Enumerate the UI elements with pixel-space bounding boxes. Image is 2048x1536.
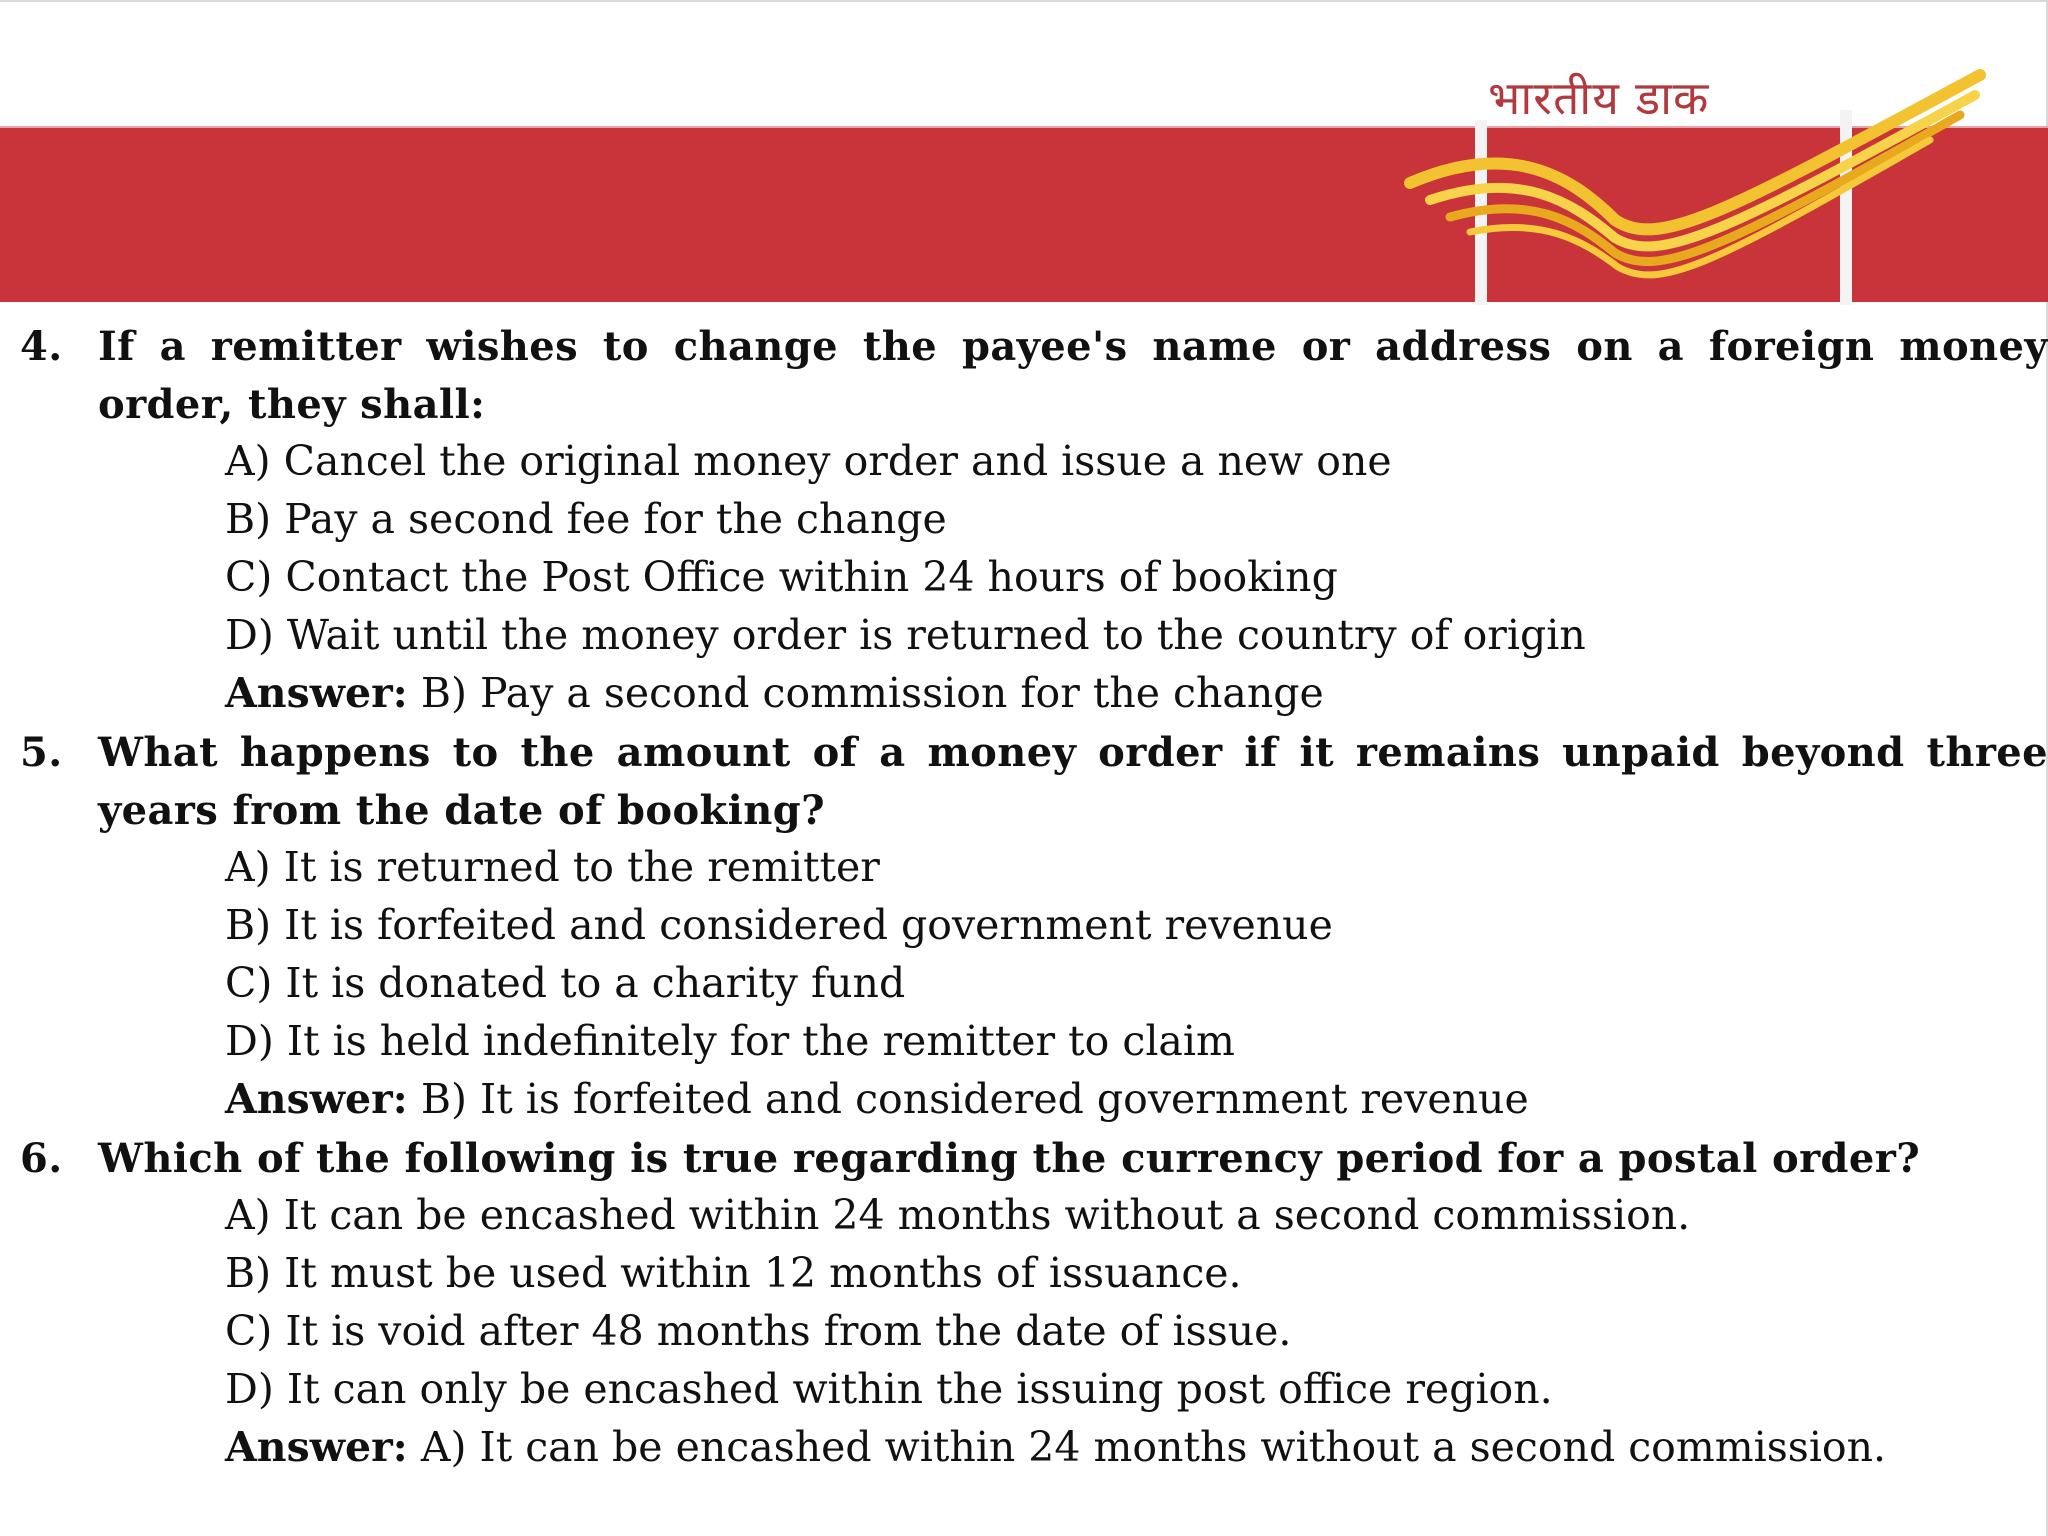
answer-line [225, 1418, 1886, 1476]
answer-text: B) It is forfeited and considered government revenue [407, 1075, 1529, 1123]
question-number: 4. [20, 323, 63, 370]
brand-hindi-text: भारतीय डाक [1488, 71, 1710, 125]
option-b: B) It must be used within 12 months of issuance. [225, 1249, 1242, 1297]
answer-line [225, 664, 1324, 722]
answer-text: A) It can be encashed within 24 months without a second commission. [407, 1423, 1887, 1471]
option-d: D) It can only be encashed within the issuing post office region. [225, 1365, 1553, 1413]
answer-line [225, 1070, 1529, 1128]
india-post-logo [1400, 60, 2020, 305]
option-d: D) Wait until the money order is returned to the country of origin [225, 611, 1586, 659]
question-text: Which of the following is true regarding the currency period for a postal order? [98, 1135, 1921, 1182]
answer-label: Answer: [225, 1423, 408, 1471]
question-number: 5. [20, 729, 63, 776]
option-a: A) Cancel the original money order and issue a new one [225, 437, 1392, 485]
answer-label: Answer: [225, 669, 408, 717]
option-d: D) It is held indefinitely for the remitter to claim [225, 1017, 1235, 1065]
answer-label: Answer: [225, 1075, 408, 1123]
question-number: 6. [20, 1135, 63, 1182]
option-b: B) Pay a second fee for the change [225, 495, 947, 543]
question-text: What happens to the amount of a money order if it remains unpaid beyond three years from the date of booking? [98, 729, 2048, 834]
option-b: B) It is forfeited and considered government revenue [225, 901, 1333, 949]
question-text: If a remitter wishes to change the payee's name or address on a foreign money order, they shall: [98, 323, 2048, 428]
option-c: C) It is donated to a charity fund [225, 959, 906, 1007]
option-c: C) It is void after 48 months from the date of issue. [225, 1307, 1292, 1355]
option-a: A) It is returned to the remitter [225, 843, 880, 891]
option-a: A) It can be encashed within 24 months without a second commission. [225, 1191, 1691, 1239]
question-6 [20, 1130, 2028, 1188]
option-c: C) Contact the Post Office within 24 hours of booking [225, 553, 1338, 601]
question-4 [20, 318, 2048, 434]
question-5 [20, 724, 2048, 840]
answer-text: B) Pay a second commission for the change [407, 669, 1324, 717]
